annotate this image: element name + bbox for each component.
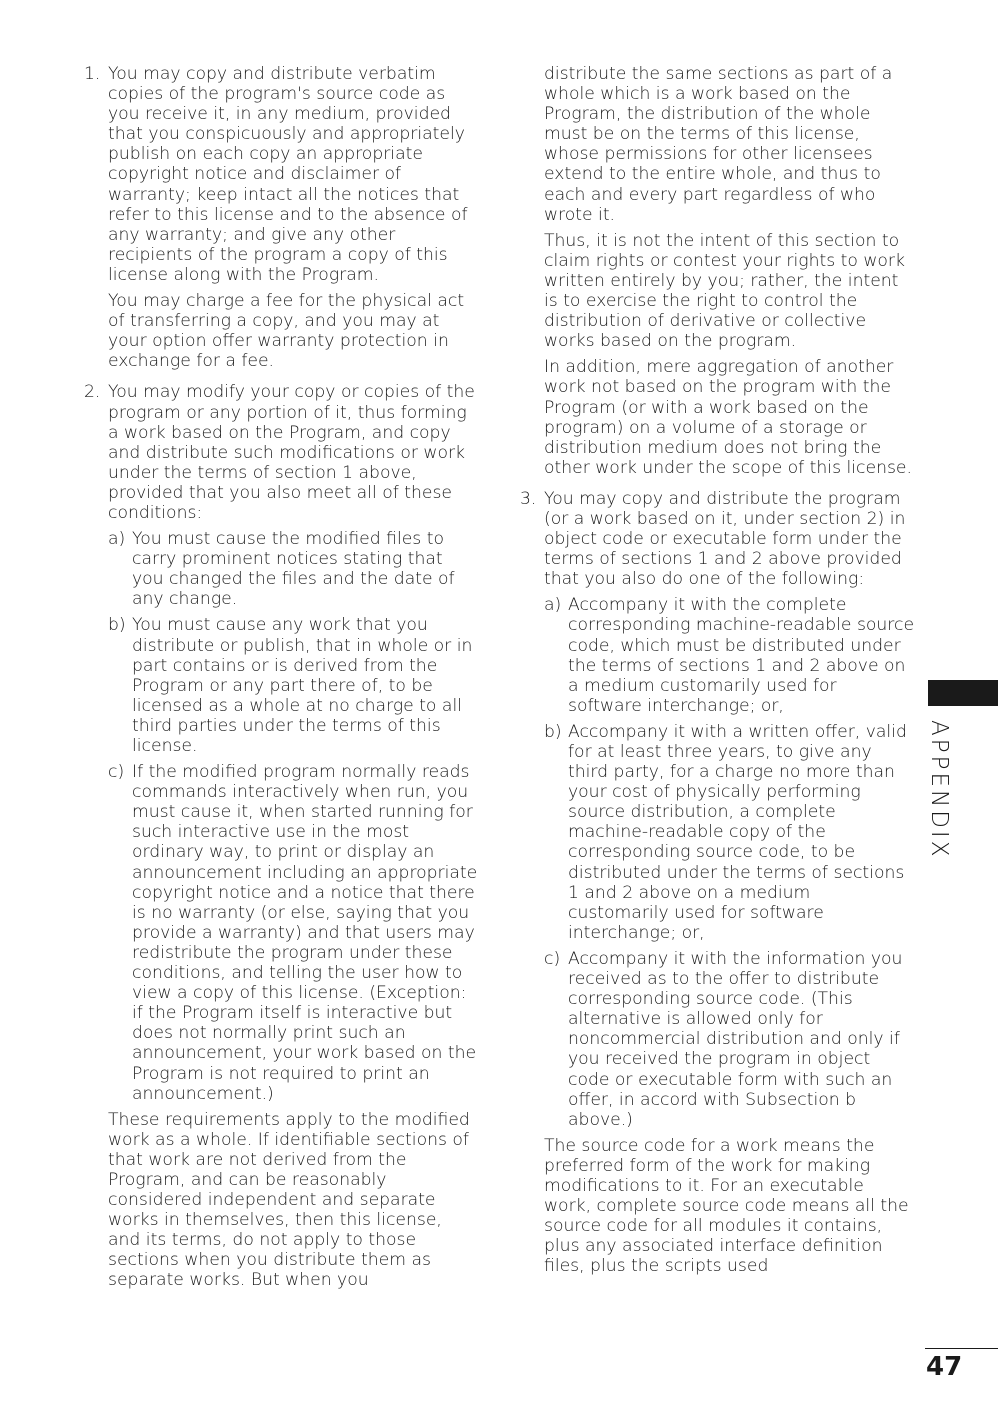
item-3-closing-paragraph: The source code for a work means the preferred form of the work for making modifications to it. For an executable work, complete source code means all the source code for all modules it contains, plus any associated interface definition files, plus the scripts used bbox=[544, 1135, 909, 1277]
left-column bbox=[84, 64, 479, 1291]
item-2-text: You may modify your copy or copies of the program or any portion of it, thus forming a work based on the Program, and copy and distribute such modifications or work under the terms of section 1 above, provided that you also meet all of these conditions: bbox=[108, 382, 475, 523]
sub-item-b-text: You must cause any work that you distribute or publish, that in whole or in part contains or is derived from the Program or any part there of, to be licensed as a whole at no charge to all third parties under the terms of this license. bbox=[132, 615, 473, 756]
page-number-rule bbox=[925, 1348, 998, 1349]
continued-paragraph-2: Thus, it is not the intent of this section to claim rights or contest your rights to work written entirely by you; rather, the intent is to exercise the right to control the distribution of derivative or collective works based on the program. bbox=[544, 230, 905, 352]
sub-item-a-text: You must cause the modified files to carry prominent notices stating that you changed the files and the date of any change. bbox=[132, 529, 455, 610]
sub-item-label: c) bbox=[544, 948, 561, 969]
continued-paragraph-1: distribute the same sections as part of a whole which is a work based on the Program, the distribution of the whole must be on the terms of this license, whose permissions for other licensees extend to the entire whole, and thus to each and every part regardless of who wrote it. bbox=[544, 64, 893, 225]
license-item-2-continued bbox=[520, 64, 915, 478]
sub-item-label: a) bbox=[108, 529, 126, 550]
item-2-closing-paragraph: These requirements apply to the modified work as a whole. If identifiable sections of that work are not derived from the Program, and can be reasonably considered independent and separate works in themselves, then this license, and its terms, do not apply to those sections when you distribute them as separate works. But when you bbox=[108, 1109, 470, 1291]
sub-item-c-text: If the modified program normally reads commands interactively when run, you must cause it, when started running for such interactive use in the most ordinary way, to print or display an announcement including an appropriate copyright notice and a notice that there is no warranty (or else, saying that you provide a warranty) and that users may redistribute the program under these conditions, and telling the user how to view a copy of this license. (Exception: if the Program itself is interactive but does not normally print such an announcement, your work based on the Program is not required to print an announcement.) bbox=[132, 762, 478, 1104]
sub-item-b bbox=[108, 615, 479, 756]
sub-item-label: b) bbox=[108, 615, 126, 636]
sub-item-c-text: Accompany it with the information you received as to the offer to distribute corresponding source code. (This alternative is allowed only for noncommercial distribution and only if you received the program in object code or executable form with such an offer, in accord with Subsection b above.) bbox=[568, 948, 903, 1130]
license-item-2 bbox=[84, 382, 479, 1290]
sub-item-label: a) bbox=[544, 595, 562, 616]
continued-paragraph-3: In addition, mere aggregation of another work not based on the program with the Program (or with a work based on the program) on a volume of a storage or distribution medium does not bring the other work under the scope of this license. bbox=[544, 357, 912, 478]
sub-item-c bbox=[544, 949, 915, 1130]
item-1-text: You may copy and distribute verbatim copies of the program's source code as you receive it, in any medium, provided that you conspicuously and appropriately publish on each copy an appropriate copyright notice and disclaimer of warranty; keep intact all the notices that refer to this license and to the absence of any warranty; and give any other recipients of the program a copy of this license along with the Program. bbox=[108, 64, 468, 285]
sub-item-a bbox=[544, 595, 915, 716]
sub-item-b bbox=[544, 722, 915, 943]
section-side-label bbox=[920, 720, 960, 870]
item-3-text: You may copy and distribute the program (or a work based on it, under section 2) in object code or executable form under the terms of sections 1 and 2 above provided that you also do one of the following: bbox=[544, 488, 906, 590]
sub-item-a-text: Accompany it with the complete corresponding machine-readable source code, which must be distributed under the terms of sections 1 and 2 above on a medium customarily used for software interchange; or, bbox=[568, 595, 915, 716]
item-number: 1. bbox=[84, 64, 101, 84]
section-tab-marker bbox=[928, 680, 998, 706]
sub-item-c bbox=[108, 762, 479, 1104]
item-1-paragraph-2: You may charge a fee for the physical act of transferring a copy, and you may at your option offer warranty protection in exchange for a fee. bbox=[108, 291, 465, 372]
sub-item-label: b) bbox=[544, 721, 562, 742]
sub-item-a bbox=[108, 529, 479, 609]
sub-item-b-text: Accompany it with a written offer, valid for at least three years, to give any third party, for a charge no more than your cost of physically performing source distribution, a complete machine-readable copy of the corresponding source code, to be distributed under the terms of sections 1 and 2 above on a medium customarily used for software interchange; or, bbox=[568, 721, 907, 943]
sub-item-label: c) bbox=[108, 762, 125, 783]
appendix-label: APPENDIX bbox=[926, 720, 952, 860]
right-column bbox=[520, 64, 915, 1276]
license-item-1 bbox=[84, 64, 479, 371]
page-number: 47 bbox=[926, 1352, 963, 1382]
item-number: 3. bbox=[520, 488, 537, 509]
license-item-3 bbox=[520, 489, 915, 1277]
item-number: 2. bbox=[84, 382, 101, 403]
